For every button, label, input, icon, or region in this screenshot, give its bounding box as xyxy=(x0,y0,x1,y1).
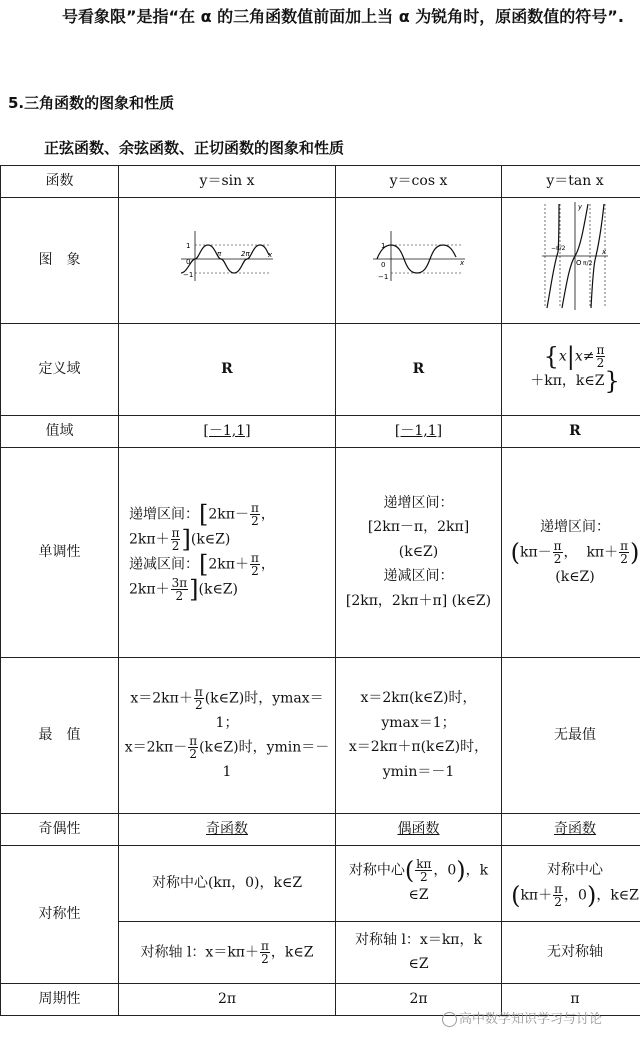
cos-inc-label: 递增区间： xyxy=(383,494,454,511)
cos-center-z: ∈Z xyxy=(408,887,429,904)
cos-parity: 偶函数 xyxy=(336,813,502,845)
cos-center-label: 对称中心 xyxy=(348,862,405,879)
tan-center-label: 对称中心 xyxy=(547,862,603,879)
tan-range: R xyxy=(502,415,640,447)
tan-x: x xyxy=(602,248,607,256)
graph-label: 图 象 xyxy=(1,198,119,324)
sin-symmetry-center: 对称中心(kπ，0)，k∈Z xyxy=(119,845,336,921)
cos-dec: [2kπ，2kπ＋π] (k∈Z) xyxy=(345,592,492,609)
tan-neg-pi-2: −π/2 xyxy=(551,245,566,252)
sin-max-val: 1； xyxy=(215,714,239,731)
sin-period: 2π xyxy=(119,983,336,1015)
cos-center-k: ，k xyxy=(465,862,489,879)
frac-pi-2: $\frac{\pi}{2}$ xyxy=(596,343,605,371)
frac-pi-2: $\frac{\pi}{2}$ xyxy=(171,526,180,553)
frac-pi-2: $\frac{\pi}{2}$ xyxy=(194,684,203,712)
cos-x: x xyxy=(459,259,464,267)
sin-graph xyxy=(177,227,277,285)
domain-label: 定义域 xyxy=(1,323,119,415)
tan-graph-cell xyxy=(502,198,640,324)
tan-origin: O xyxy=(576,259,582,267)
tan-center-k: ，k∈Z xyxy=(596,887,639,904)
cos-monotonic xyxy=(336,447,502,657)
sin-symmetry-axis xyxy=(119,921,336,983)
cos-min-val: ymin＝－1 xyxy=(382,763,455,780)
tan-domain-var: x xyxy=(558,348,567,365)
sin-graph-cell xyxy=(119,198,336,324)
section-title: 5.三角函数的图象和性质 xyxy=(8,94,175,112)
sin-inc-suffix: (k∈Z) xyxy=(190,531,231,548)
cos-period: 2π xyxy=(336,983,502,1015)
extremum-row xyxy=(1,657,640,813)
sin-dec-b: 2kπ＋ xyxy=(129,581,170,598)
cos-dec-label: 递减区间： xyxy=(383,568,454,585)
tan-extremum: 无最值 xyxy=(502,657,640,813)
range-row xyxy=(1,415,640,447)
sin-x: x xyxy=(268,251,273,259)
extremum-label: 最 值 xyxy=(1,657,119,813)
sin-y1: 1 xyxy=(186,242,191,250)
watermark-text: 高中数学知识学习与讨论 xyxy=(459,1012,603,1027)
cos-max-cond: x＝2kπ(k∈Z)时， xyxy=(360,690,477,706)
cos-y1: 1 xyxy=(380,242,385,250)
frac-pi-2: $\frac{\pi}{2}$ xyxy=(553,538,562,566)
sin-origin: 0 xyxy=(186,258,191,266)
tan-inc-k: (k∈Z) xyxy=(555,568,595,585)
symmetry-label: 对称性 xyxy=(1,845,119,983)
tan-domain: {x|x≠ $\frac{\pi}{2}$ ＋kπ，k∈Z} xyxy=(502,323,640,415)
tan-y: y xyxy=(578,203,583,211)
cos-range: [－1,1] xyxy=(336,415,502,447)
cos-extremum xyxy=(336,657,502,813)
cos-symmetry-axis xyxy=(336,921,502,983)
sin-extremum xyxy=(119,657,336,813)
watermark xyxy=(442,1008,602,1027)
tan-inc-label: 递增区间： xyxy=(540,519,610,535)
frac-pi-2: $\frac{\pi}{2}$ xyxy=(189,734,198,761)
parity-label: 奇偶性 xyxy=(1,813,119,845)
table-subtitle: 正弦函数、余弦函数、正切函数的图象和性质 xyxy=(44,139,345,157)
cos-yneg1: −1 xyxy=(377,273,388,281)
cos-axis-a: 对称轴 l：x＝kπ，k xyxy=(355,931,482,948)
intro-line: 号看象限”是指“在 α 的三角函数值前面加上当 α 为锐角时，原函数值的符号”. xyxy=(62,7,624,26)
frac-pi-2: $\frac{\pi}{2}$ xyxy=(250,501,259,528)
header-function: 函数 xyxy=(1,166,119,198)
parity-row xyxy=(1,813,640,845)
tan-center-zero: ，0 xyxy=(564,887,587,904)
sin-dec-suffix: (k∈Z) xyxy=(198,581,238,598)
sin-pi: π xyxy=(217,250,222,258)
tan-center-a: kπ＋ xyxy=(520,887,553,904)
sin-domain: R xyxy=(119,323,336,415)
sin-inc-label: 递增区间： xyxy=(129,506,199,523)
monotonic-row xyxy=(1,447,640,657)
sin-parity: 奇函数 xyxy=(119,813,336,845)
cos-center-zero: ，0 xyxy=(433,862,457,879)
range-label: 值域 xyxy=(1,415,119,447)
tan-symmetry-axis: 无对称轴 xyxy=(502,921,640,983)
frac-3pi-2: $\frac{3\pi}{2}$ xyxy=(171,576,188,603)
cos-axis-b: ∈Z xyxy=(408,956,429,972)
cos-min-cond: x＝2kπ＋π(k∈Z)时， xyxy=(348,739,489,755)
monotonic-label: 单调性 xyxy=(1,447,119,657)
sin-range: [－1,1] xyxy=(119,415,336,447)
tan-monotonic: 递增区间： (kπ－ $\frac{\pi}{2}$ ， kπ＋ $\frac{\pi}{2}$ ) (k∈Z) xyxy=(502,447,640,657)
cos-symmetry-center: 对称中心( $\frac{k\pi}{2}$ ，0)，k ∈Z xyxy=(336,845,502,921)
tan-graph xyxy=(540,200,610,312)
period-label: 周期性 xyxy=(1,983,119,1015)
sin-max-b: (k∈Z)时，ymax＝ xyxy=(204,690,324,706)
header-tan: y＝tan x xyxy=(502,166,640,198)
frac-pi-2: $\frac{\pi}{2}$ xyxy=(620,538,629,566)
sin-yneg1: −1 xyxy=(183,271,194,279)
cos-graph xyxy=(369,227,469,285)
tan-period: π xyxy=(502,983,640,1015)
sin-monotonic: 递增区间：[2kπ－ $\frac{\pi}{2}$ ， 2kπ＋ $\frac{\pi}{2}$ ](k∈Z) 递减区间：[2kπ＋ $\frac{\pi}{2}$ ， 2kπ＋ $\frac{3\pi}{2}$ ](k∈Z) xyxy=(119,447,336,657)
tan-domain-cond: x≠ xyxy=(574,348,595,365)
tan-pi-2: π/2 xyxy=(583,260,593,267)
sin-axis-a: 对称轴 l：x＝kπ＋ xyxy=(140,944,260,960)
cos-max-val: ymax＝1； xyxy=(381,714,456,731)
cos-inc-k: (k∈Z) xyxy=(398,543,439,560)
trig-properties-table xyxy=(0,165,640,1016)
sin-max-a: x＝2kπ＋ xyxy=(130,690,193,706)
tan-inc-b: kπ＋ xyxy=(586,544,619,560)
cos-domain: R xyxy=(336,323,502,415)
sin-inc-b: 2kπ＋ xyxy=(129,531,170,548)
sin-2pi: 2π xyxy=(241,250,250,258)
sin-dec-a: 2kπ＋ xyxy=(208,556,249,573)
sin-dec-label: 递减区间： xyxy=(129,556,199,573)
sin-inc-a: 2kπ－ xyxy=(208,506,249,523)
frac-pi-2: $\frac{\pi}{2}$ xyxy=(261,938,269,966)
cos-graph-cell xyxy=(336,198,502,324)
frac-pi-2: $\frac{\pi}{2}$ xyxy=(554,881,563,909)
tan-parity: 奇函数 xyxy=(502,813,640,845)
header-cos: y＝cos x xyxy=(336,166,502,198)
tan-domain-tail: ＋kπ，k∈Z xyxy=(530,373,605,390)
frac-pi-2: $\frac{\pi}{2}$ xyxy=(250,551,259,578)
domain-row xyxy=(1,323,640,415)
sin-min-a: x＝2kπ－ xyxy=(124,739,188,756)
sin-axis-b: ，k∈Z xyxy=(270,944,314,960)
tan-inc-a: kπ－ xyxy=(519,544,552,560)
tan-symmetry-center: 对称中心 (kπ＋ $\frac{\pi}{2}$ ，0)，k∈Z xyxy=(502,845,640,921)
cos-origin: 0 xyxy=(380,261,385,269)
header-row xyxy=(1,166,640,198)
graph-row xyxy=(1,198,640,324)
frac-kpi-2: $\frac{k\pi}{2}$ xyxy=(416,857,432,885)
header-sin: y＝sin x xyxy=(119,166,336,198)
symmetry-center-row xyxy=(1,845,640,921)
wechat-icon xyxy=(442,1012,457,1027)
sin-min-val: 1 xyxy=(222,764,232,780)
cos-inc: [2kπ－π，2kπ] xyxy=(367,519,470,536)
sin-min-b: (k∈Z)时，ymin＝－ xyxy=(199,739,330,756)
